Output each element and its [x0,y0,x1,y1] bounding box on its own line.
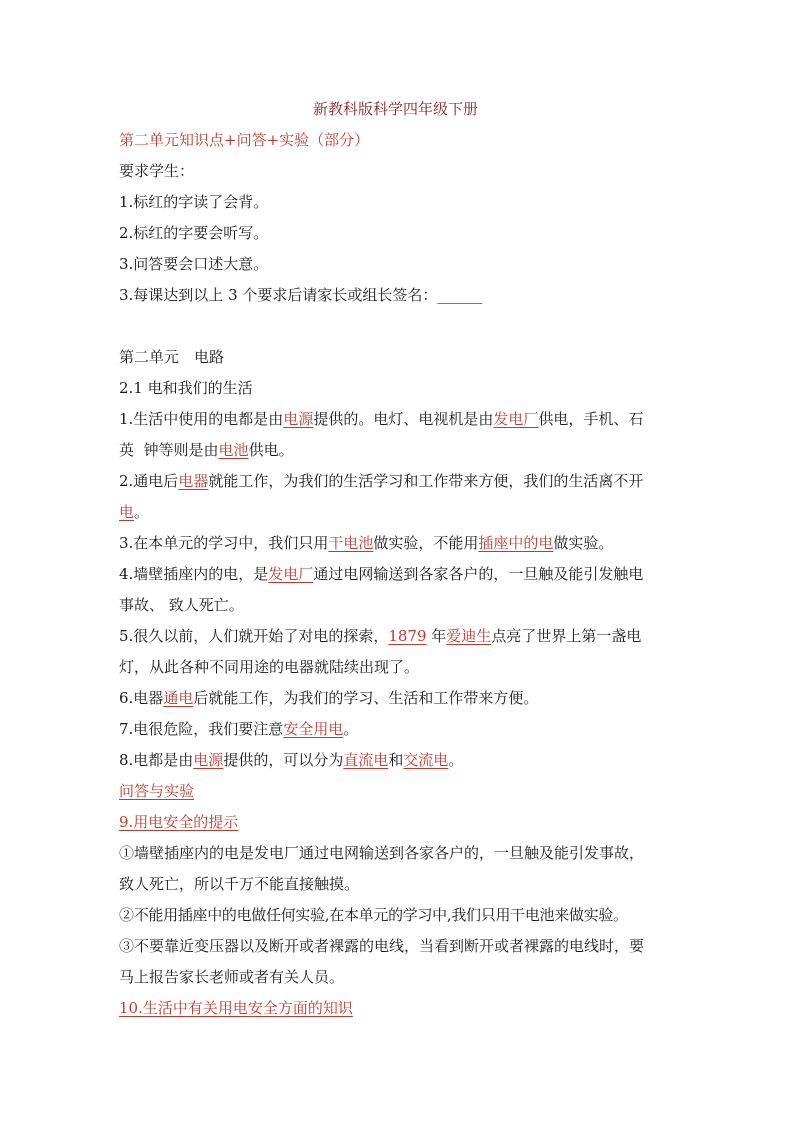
text: 灯，从此各种不同用途的电器就陆续出现了。 [119,658,420,676]
q9-item-3-line-1: ③不要靠近变压器以及断开或者裸露的电线，当看到断开或者裸露的电线时，要 [119,937,645,955]
requirement-item: 3.问答要会口述大意。 [119,255,269,273]
highlight-term: 直流电 [343,751,389,769]
highlight-term: 干电池 [328,534,374,552]
text: 就能工作，为我们的生活学习和工作带来方便，我们的生活离不开 [208,472,644,490]
text: 供电，手机、石 [538,410,644,428]
highlight-term: 电器 [178,472,209,490]
highlight-term: 通电 [163,689,194,707]
text: 。 [448,751,464,769]
point-5-line-2 [119,652,684,683]
q10-title: 10.生活中有关用电安全方面的知识 [119,999,353,1017]
highlight-term: 电源 [193,751,224,769]
text: 通过电网输送到各家各户的，一旦触及能引发触电 [313,565,644,583]
point-8 [119,745,684,776]
q9-item-1-line-2: 致人死亡，所以千万不能直接触摸。 [119,875,360,893]
unit-title: 第二单元 电路 [119,348,225,366]
point-4-line-1 [119,559,684,590]
lesson-title: 2.1 电和我们的生活 [119,379,253,397]
point-2-line-1 [119,466,684,497]
document-title: 新教科版科学四年级下册 [312,100,478,118]
q9-title: 9.用电安全的提示 [119,813,239,831]
highlight-term: 1879 [388,627,427,645]
requirement-item: 2.标红的字要会听写。 [119,224,269,242]
text: 做实验。 [553,534,614,552]
text: 8.电都是由 [119,751,194,769]
q9-title-row [119,807,684,838]
qa-heading: 问答与实验 [119,782,195,800]
highlight-term: 发电厂 [493,410,539,428]
highlight-term: 电源 [283,410,314,428]
requirement-item: 1.标红的字读了会背。 [119,193,269,211]
text: 7.电很危险，我们要注意 [119,720,284,738]
point-5-line-1 [119,621,684,652]
point-6 [119,683,684,714]
text: 点亮了世界上第一盏电 [491,627,642,645]
text: 年 [426,627,447,645]
text: 供电。 [248,441,294,459]
text: 提供的。电灯、电视机是由 [313,410,494,428]
highlight-term: 电 [119,503,135,521]
requirements-label: 要求学生： [119,162,195,180]
point-2-line-2 [119,497,684,528]
text: 6.电器 [119,689,164,707]
text: 后就能工作，为我们的学习、生活和工作带来方便。 [193,689,539,707]
q9-item-2: ②不能用插座中的电做任何实验,在本单元的学习中,我们只用干电池来做实验。 [119,906,628,924]
text: 提供的，可以分为 [223,751,344,769]
text: 和 [388,751,404,769]
text: 。 [343,720,359,738]
spacer [119,311,684,342]
text: 事故、 致人死亡。 [119,596,244,614]
text: 1.生活中使用的电都是由 [119,410,284,428]
point-3 [119,528,684,559]
point-7 [119,714,684,745]
highlight-term: 发电厂 [268,565,314,583]
highlight-term: 插座中的电 [478,534,554,552]
highlight-term: 安全用电 [283,720,344,738]
requirement-item: 3.每课达到以上 3 个要求后请家长或组长签名：______ [119,286,483,304]
text: 4.墙壁插座内的电，是 [119,565,269,583]
text: 2.通电后 [119,472,179,490]
point-1-line-1 [119,404,684,435]
unit-heading: 第二单元知识点+问答+实验（部分） [119,131,370,149]
highlight-term: 电池 [218,441,249,459]
text: 英 钟等则是由 [119,441,219,459]
q9-item-3-line-2: 马上报告家长老师或者有关人员。 [119,968,345,986]
text: 3.在本单元的学习中，我们只用 [119,534,329,552]
text: 5.很久以前，人们就开始了对电的探索， [119,627,389,645]
point-4-line-2 [119,590,684,621]
highlight-term: 爱迪生 [446,627,492,645]
text: 。 [134,503,150,521]
point-1-line-2 [119,435,684,466]
q10-title-row [119,993,684,1024]
highlight-term: 交流电 [403,751,449,769]
text: 做实验，不能用 [373,534,479,552]
q9-item-1-line-1: ①墙壁插座内的电是发电厂通过电网输送到各家各户的，一旦触及能引发事故， [119,844,645,862]
